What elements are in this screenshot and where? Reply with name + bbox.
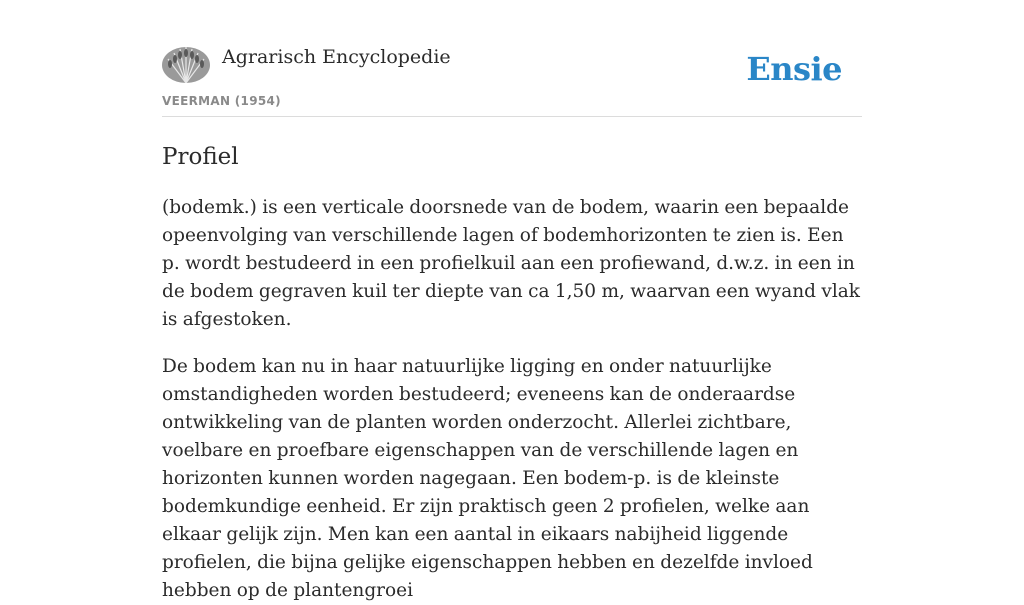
article-body [162, 194, 862, 605]
header [162, 0, 862, 117]
wheat-icon[interactable] [162, 47, 210, 83]
page [162, 0, 862, 605]
publication-subtitle: VEERMAN (1954) [162, 94, 281, 108]
publication-title[interactable]: Agrarisch Encyclopedie [222, 46, 451, 68]
article-paragraph: De bodem kan nu in haar natuurlijke ligging en onder natuurlijke omstandigheden worden bestudeerd; eveneens kan de onderaardse ontwikkeling van de planten worden onderzocht. Allerlei zichtbare, voelbare en proefbare eigenschappen van de verschillende lagen en horizonten kunnen worden nagegaan. Een bodem-p. is de kleinste bodemkundige eenheid. Er zijn praktisch geen 2 profielen, welke aan elkaar gelijk zijn. Men kan een aantal in eikaars nabijheid liggende profielen, die bijna gelijke eigenschappen hebben en dezelfde invloed hebben op de plantengroei [162, 356, 813, 601]
article-title: Profiel [162, 144, 239, 170]
brand-logo-link[interactable]: Ensie [746, 50, 842, 88]
article-paragraph: (bodemk.) is een verticale doorsnede van de bodem, waarin een bepaalde opeenvolging van verschillende lagen of bodemhorizonten te zien is. Een p. wordt bestudeerd in een profielkuil aan een profiewand, d.w.z. in een in de bodem gegraven kuil ter diepte van ca 1,50 m, waarvan een wyand vlak is afgestoken. [162, 197, 861, 330]
